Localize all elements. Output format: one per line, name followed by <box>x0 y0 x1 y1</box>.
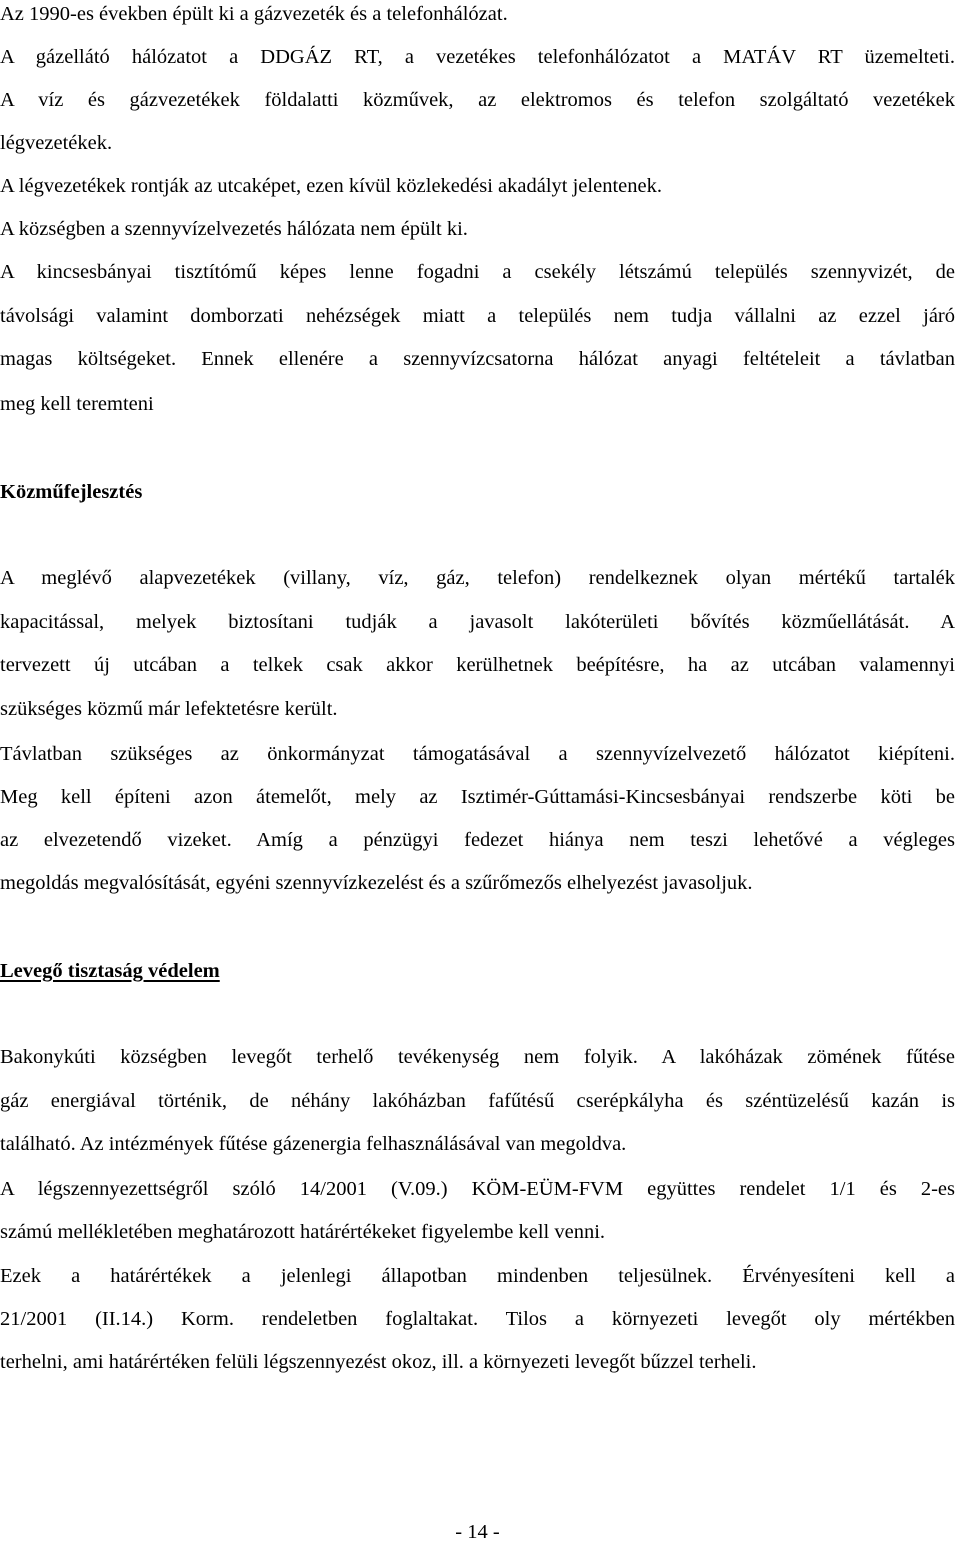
text-line: légvezetékek. <box>0 132 113 154</box>
text-line: terhelni, ami határértéken felüli légszennyezést okoz, ill. a környezeti levegőt bűzzel terheli. <box>0 1351 757 1373</box>
text-line: Meg kell építeni azon átemelőt, mely az Isztimér-Gúttamási-Kincsesbányai rendszerbe köti be <box>0 786 955 808</box>
text-line: A községben a szennyvízelvezetés hálózata nem épült ki. <box>0 218 468 240</box>
text-line: A gázellátó hálózatot a DDGÁZ RT, a vezetékes telefonhálózatot a MATÁV RT üzemelteti. <box>0 46 955 68</box>
text-line: szükséges közmű már lefektetésre került. <box>0 698 338 720</box>
text-line: kapacitással, melyek biztosítani tudják a javasolt lakóterületi bővítés közműellátását. A <box>0 611 955 633</box>
text-line: távolsági valamint domborzati nehézségek miatt a település nem tudja vállalni az ezzel járó <box>0 305 955 327</box>
text-line: Bakonykúti községben levegőt terhelő tevékenység nem folyik. A lakóházak zömének fűtése <box>0 1046 955 1068</box>
text-line: 21/2001 (II.14.) Korm. rendeletben foglaltakat. Tilos a környezeti levegőt oly mértékben <box>0 1308 955 1330</box>
text-line: meg kell teremteni <box>0 393 154 415</box>
text-line: számú mellékletében meghatározott határértékeket figyelembe kell venni. <box>0 1221 606 1243</box>
text-line: tervezett új utcában a telkek csak akkor kerülhetnek beépítésre, ha az utcában valamennyi <box>0 654 955 676</box>
page-number: - 14 - <box>455 1521 500 1543</box>
text-line: A kincsesbányai tisztítómű képes lenne fogadni a csekély létszámú település szennyvizét, de <box>0 261 955 283</box>
text-line: Az 1990-es években épült ki a gázvezeték és a telefonhálózat. <box>0 3 508 25</box>
section-heading-kozmufejlesztes: Közműfejlesztés <box>0 481 143 503</box>
text-line: Ezek a határértékek a jelenlegi állapotban mindenben teljesülnek. Érvényesíteni kell a <box>0 1265 955 1287</box>
text-line: megoldás megvalósítását, egyéni szennyvízkezelést és a szűrőmezős elhelyezést javasoljuk. <box>0 872 753 894</box>
text-line: A víz és gázvezetékek földalatti közművek, az elektromos és telefon szolgáltató vezetékek <box>0 89 955 111</box>
text-line: Távlatban szükséges az önkormányzat támogatásával a szennyvízelvezető hálózatot kiépíteni. <box>0 743 955 765</box>
text-line: található. Az intézmények fűtése gázenergia felhasználásával van megoldva. <box>0 1133 627 1155</box>
text-line: az elvezetendő vizeket. Amíg a pénzügyi fedezet hiánya nem teszi lehetővé a végleges <box>0 829 955 851</box>
text-line: A légszennyezettségről szóló 14/2001 (V.09.) KÖM-EÜM-FVM együttes rendelet 1/1 és 2-es <box>0 1178 955 1200</box>
text-line: A meglévő alapvezetékek (villany, víz, gáz, telefon) rendelkeznek olyan mértékű tartalék <box>0 567 955 589</box>
text-line: magas költségeket. Ennek ellenére a szennyvízcsatorna hálózat anyagi feltételeit a távlatban <box>0 348 955 370</box>
section-heading-levego: Levegő tisztaság védelem <box>0 960 220 982</box>
text-line: A légvezetékek rontják az utcaképet, ezen kívül közlekedési akadályt jelentenek. <box>0 175 662 197</box>
text-line: gáz energiával történik, de néhány lakóházban fafűtésű cserépkályha és széntüzelésű kazán is <box>0 1090 955 1112</box>
